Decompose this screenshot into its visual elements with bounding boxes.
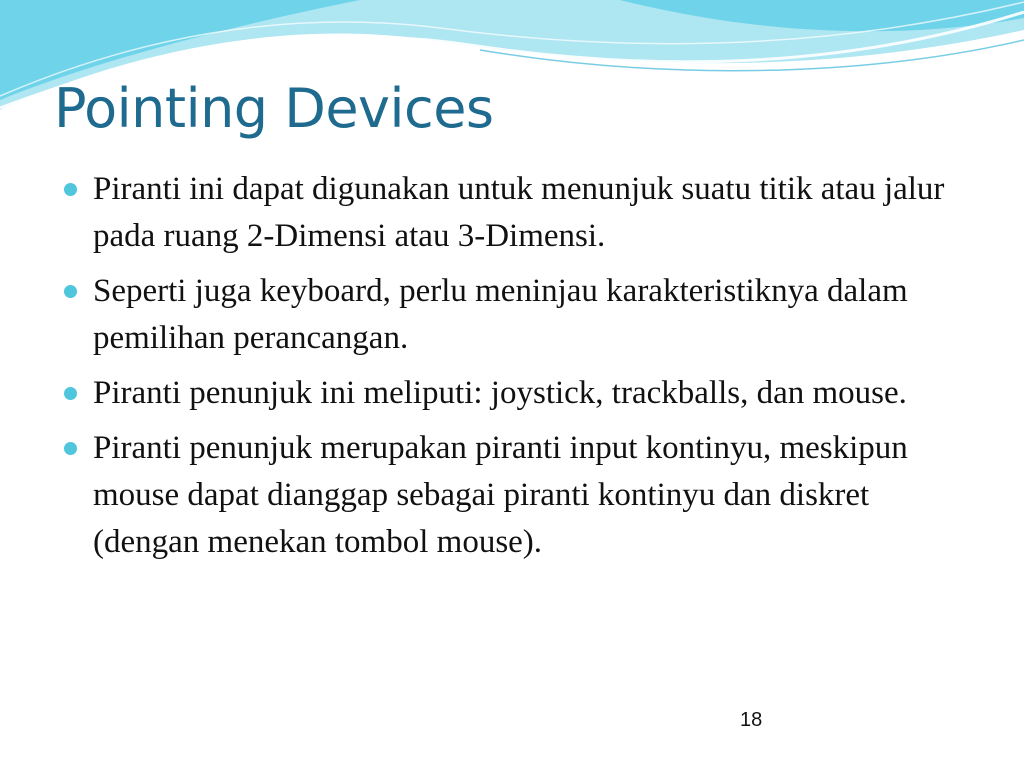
bullet-dot-icon <box>64 387 77 400</box>
page-number: 18 <box>740 709 763 731</box>
bullet-item <box>62 425 962 566</box>
bullet-dot-icon <box>64 285 77 298</box>
bullet-item <box>62 370 962 417</box>
bullet-text: Seperti juga keyboard, perlu meninjau karakteristiknya dalam pemilihan perancangan. <box>93 273 908 356</box>
slide-title: Pointing Devices <box>54 77 494 140</box>
bullet-item <box>62 268 962 362</box>
bullet-dot-icon <box>64 442 77 455</box>
bullet-dot-icon <box>64 183 77 196</box>
bullet-text: Piranti penunjuk merupakan piranti input kontinyu, meskipun mouse dapat dianggap sebagai piranti kontinyu dan diskret (dengan menekan tombol mouse). <box>93 430 908 560</box>
bullet-list <box>62 166 962 574</box>
bullet-text: Piranti penunjuk ini meliputi: joystick, trackballs, dan mouse. <box>93 375 907 411</box>
bullet-text: Piranti ini dapat digunakan untuk menunjuk suatu titik atau jalur pada ruang 2-Dimensi atau 3-Dimensi. <box>93 171 945 254</box>
bullet-item <box>62 166 962 260</box>
